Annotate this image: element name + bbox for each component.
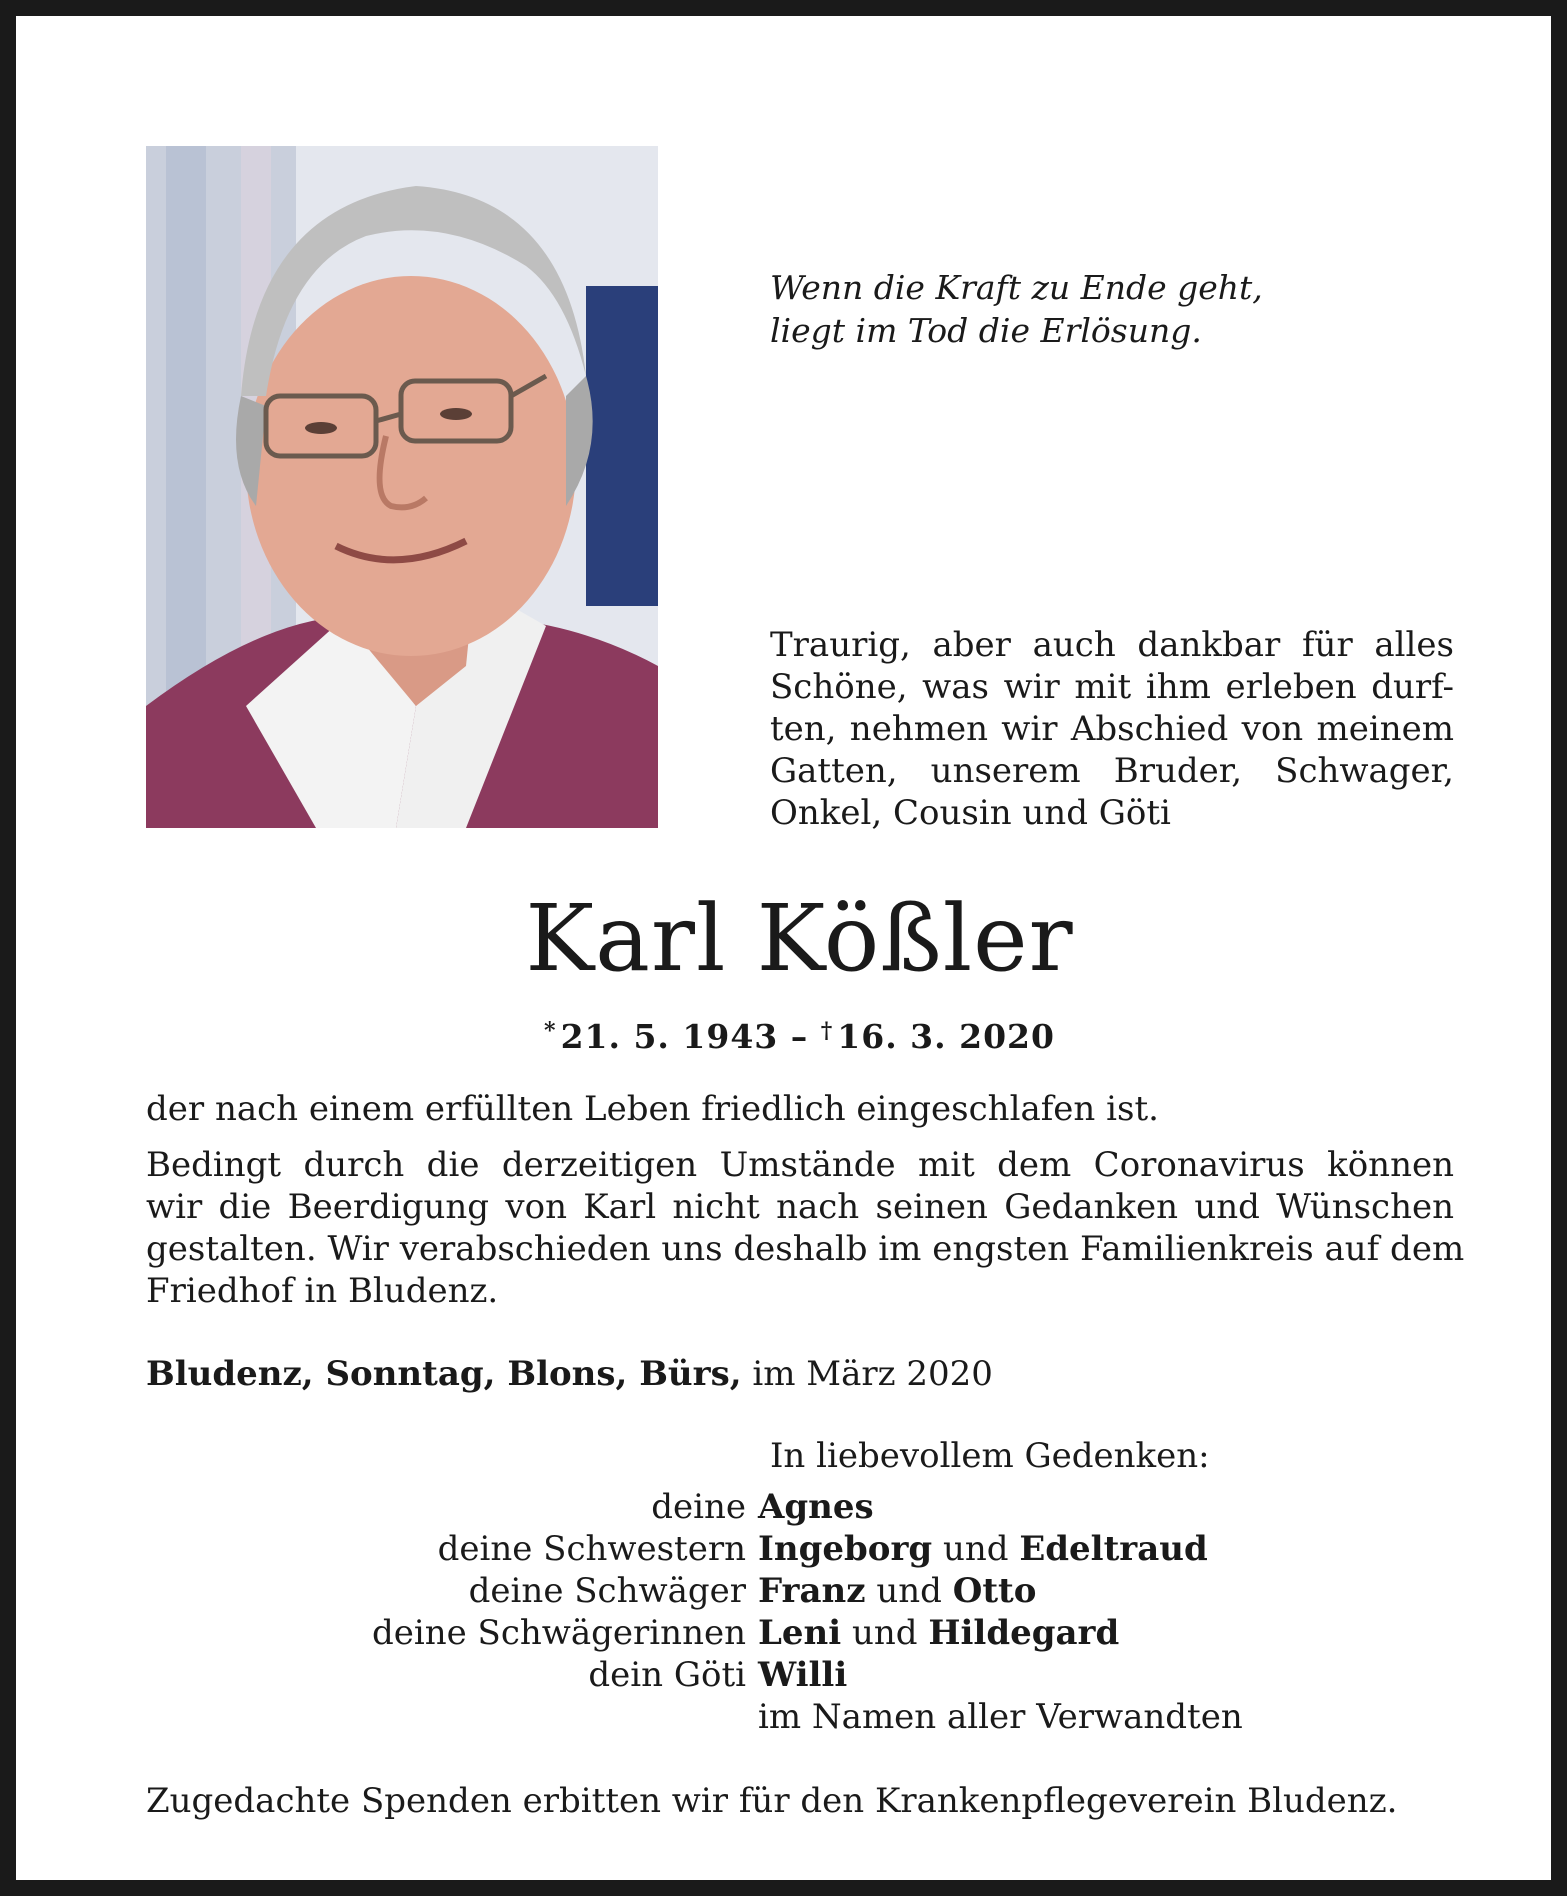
family-row [16,1612,1567,1654]
body-first-line: der nach einem erfüllten Leben friedlich eingeschlafen ist. [146,1089,1159,1129]
family-row [16,1570,1567,1612]
family-name: Edeltraud [1019,1529,1208,1569]
body-line: Bedingt durch die derzeitigen Umstände mit dem Coronavirus können [146,1145,1454,1185]
family-row [16,1528,1567,1570]
memory-heading: In liebevollem Gedenken: [770,1436,1210,1476]
family-names [758,1612,1119,1654]
family-closing: im Namen aller Verwandten [758,1697,1243,1737]
death-date: 16. 3. 2020 [837,1017,1055,1056]
family-names [758,1654,847,1696]
family-relation: deine [651,1487,746,1527]
family-conjunction: und [942,1529,1009,1569]
donation-note: Zugedachte Spenden erbitten wir für den Krankenpflegeverein Bludenz. [146,1781,1398,1821]
intro-text [770,624,1454,834]
family-relation: dein Göti [588,1655,746,1695]
family-names [758,1570,1036,1612]
body-line: gestalten. Wir verabschieden uns deshalb im engsten Familienkreis auf dem [146,1229,1465,1269]
family-relation: deine Schwestern [437,1529,746,1569]
family-name: Ingeborg [758,1529,933,1569]
intro-line: ten, nehmen wir Abschied von meinem [770,709,1454,749]
quote-line: Wenn die Kraft zu Ende geht, [770,268,1263,307]
family-relation-empty [16,1696,758,1738]
family-row [16,1486,1567,1528]
intro-line: Traurig, aber auch dankbar für alles [770,625,1454,665]
family-name: Franz [758,1571,866,1611]
birth-symbol: * [544,1018,557,1044]
family-relation: deine Schwäger [468,1571,746,1611]
family-relation: deine Schwägerinnen [371,1613,746,1653]
place-and-date [146,1352,993,1396]
birth-date: 21. 5. 1943 [560,1017,779,1056]
family-row [16,1654,1567,1696]
date-separator: – [790,1017,809,1056]
body-paragraph [146,1144,1465,1312]
family-conjunction: und [876,1571,942,1611]
body-line: wir die Beerdigung von Karl nicht nach seinen Gedanken und Wünschen [146,1187,1454,1227]
intro-line: Onkel, Cousin und Göti [770,793,1171,833]
quote-line: liegt im Tod die Erlösung. [770,311,1202,350]
family-name: Agnes [758,1487,874,1527]
family-names [758,1528,1208,1570]
family-row [16,1696,1567,1738]
family-name: Otto [952,1571,1037,1611]
place-names: Bludenz, Sonntag, Blons, Bürs, [146,1354,742,1394]
death-symbol: † [820,1018,834,1044]
body-line: Friedhof in Bludenz. [146,1271,499,1311]
family-conjunction: und [852,1613,918,1653]
family-list [16,1486,1567,1738]
family-names [758,1486,874,1528]
family-name: Hildegard [928,1613,1120,1653]
epigraph-quote [770,266,1470,352]
family-name: Willi [758,1655,848,1695]
deceased-name: Karl Kößler [525,885,1074,992]
portrait-photo [146,146,658,828]
intro-line: Schöne, was wir mit ihm erleben durf- [770,667,1454,707]
intro-line: Gatten, unserem Bruder, Schwager, [770,751,1454,791]
life-dates [16,1009,1567,1059]
notice-date: im März 2020 [752,1354,993,1394]
family-name: Leni [758,1613,842,1653]
